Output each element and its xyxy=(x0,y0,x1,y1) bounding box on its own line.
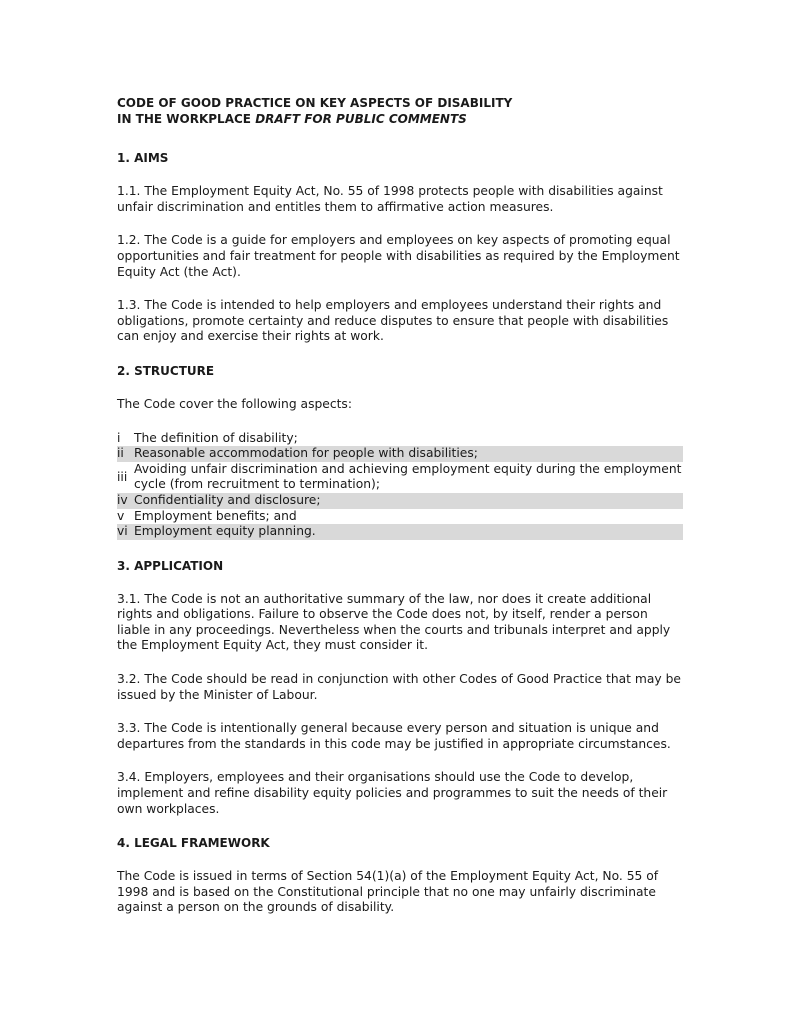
section-heading-aims: 1. AIMS xyxy=(117,151,169,166)
paragraph-1-1: 1.1. The Employment Equity Act, No. 55 of 1998 protects people with disabilities against unfair discrimination and entitles them to affirmative action measures. xyxy=(117,184,663,214)
section-heading-structure: 2. STRUCTURE xyxy=(117,363,215,378)
paragraph-1-2: 1.2. The Code is a guide for employers and employees on key aspects of promoting equal opportunities and fair treatment for people with disabilities as required by the Employment Equity Act (the Act). xyxy=(117,233,680,279)
list-item-text: Employment equity planning. xyxy=(134,524,316,539)
list-item-number: ii xyxy=(117,446,124,461)
paragraph-4-1: The Code is issued in terms of Section 54(1)(a) of the Employment Equity Act, No. 55 of 1998 and is based on the Constitutional principle that no one may unfairly discriminate against a person on the grounds of disability. xyxy=(117,869,659,915)
section-heading-application: 3. APPLICATION xyxy=(117,558,224,573)
document-page xyxy=(117,96,683,916)
list-item-text: Avoiding unfair discrimination and achieving employment equity during the employment cycle (from recruitment to termination); xyxy=(134,461,682,492)
list-item-number: v xyxy=(117,508,125,523)
title-line-2-prefix: IN THE WORKPLACE xyxy=(117,111,256,126)
list-item xyxy=(117,524,683,540)
structure-intro: The Code cover the following aspects: xyxy=(117,396,352,411)
list-item xyxy=(117,446,683,462)
list-item-number: vi xyxy=(117,524,128,539)
list-item xyxy=(117,431,683,447)
list-item-text: Employment benefits; and xyxy=(134,508,297,523)
title-line-2 xyxy=(117,112,683,128)
section-heading-legal-framework: 4. LEGAL FRAMEWORK xyxy=(117,836,270,851)
list-item-text: Confidentiality and disclosure; xyxy=(134,492,321,507)
list-item-number: iv xyxy=(117,492,128,507)
paragraph-3-4: 3.4. Employers, employees and their organisations should use the Code to develop, implement and refine disability equity policies and programmes to suit the needs of their own workplaces. xyxy=(117,770,668,816)
paragraph-3-3: 3.3. The Code is intentionally general because every person and situation is unique and departures from the standards in this code may be justified in appropriate circumstances. xyxy=(117,721,671,751)
paragraph-3-2: 3.2. The Code should be read in conjunction with other Codes of Good Practice that may be issued by the Minister of Labour. xyxy=(117,672,681,702)
paragraph-3-1: 3.1. The Code is not an authoritative summary of the law, nor does it create additional rights and obligations. Failure to observe the Code does not, by itself, render a person liable in any proceedings. Nevertheless when the courts and tribunals interpret and apply the Employment Equity Act, they must consider it. xyxy=(117,591,671,653)
list-item-number: i xyxy=(117,430,121,445)
aspects-list xyxy=(117,431,683,540)
draft-notice: DRAFT FOR PUBLIC COMMENTS xyxy=(255,111,467,126)
list-item xyxy=(117,462,683,493)
paragraph-1-3: 1.3. The Code is intended to help employers and employees understand their rights and obligations, promote certainty and reduce disputes to ensure that people with disabilities can enjoy and exercise their rights at work. xyxy=(117,298,669,344)
list-item-text: The definition of disability; xyxy=(134,430,298,445)
list-item xyxy=(117,509,683,525)
list-item-text: Reasonable accommodation for people with disabilities; xyxy=(134,446,478,461)
list-item xyxy=(117,493,683,509)
title-line-1: CODE OF GOOD PRACTICE ON KEY ASPECTS OF DISABILITY xyxy=(117,96,513,110)
list-item-number: iii xyxy=(117,469,128,484)
document-title xyxy=(117,96,683,127)
